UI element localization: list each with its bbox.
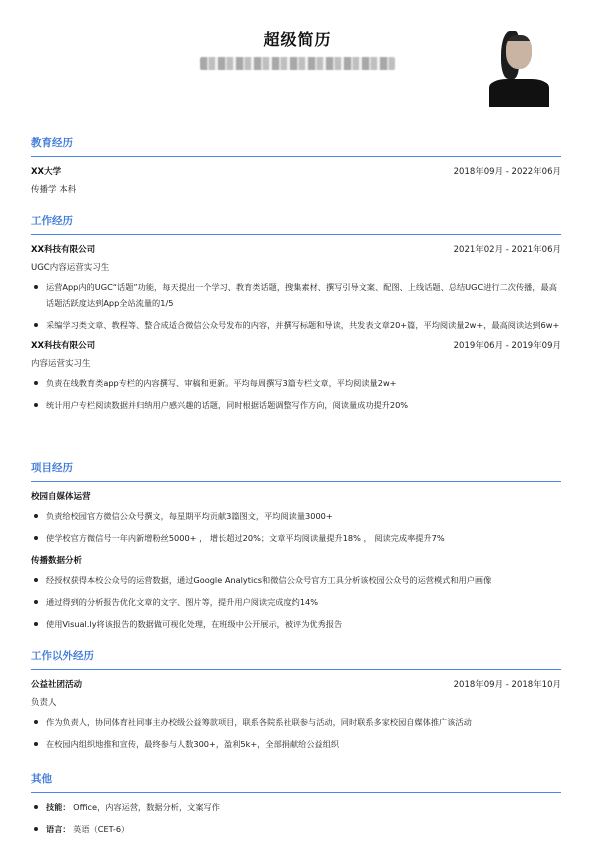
photo-face-shape — [506, 35, 532, 69]
profile-photo — [489, 27, 549, 107]
skills-label: 技能： — [46, 802, 71, 812]
project-bullets — [31, 572, 561, 632]
job-row — [31, 339, 561, 351]
activity-bullets — [31, 714, 561, 752]
language-label: 语言： — [46, 824, 71, 834]
bullet-item: 使用Visual.ly将该报告的数据做可视化处理，在班级中公开展示，被评为优秀报告 — [31, 616, 561, 632]
bullet-item: 运营App内的UGC“话题”功能，每天提出一个学习、教育类话题，搜集素材、撰写引导文案、配图、上线话题、总结UGC进行二次传播，最高话题活跃度达到App全站流量的1/5 — [31, 279, 561, 311]
photo-body-shape — [489, 79, 549, 107]
activity-role: 负责人 — [31, 698, 57, 708]
resume-title: 超级简历 — [263, 30, 332, 49]
work-section — [31, 213, 561, 413]
company-name: XX科技有限公司 — [31, 341, 96, 351]
bullet-item: 使学校官方微信号一年内新增粉丝5000+ ， 增长超过20%；文章平均阅读量提升18% ， 阅读完成率提升7% — [31, 530, 561, 546]
project-title: 校园自媒体运营 — [31, 492, 91, 502]
job-row — [31, 243, 561, 255]
misc-list — [31, 799, 561, 837]
job-role: UGC内容运营实习生 — [31, 263, 110, 273]
education-major: 传播学 本科 — [31, 185, 77, 195]
bullet-item: 统计用户专栏阅读数据并归纳用户感兴趣的话题，同时根据话题调整写作方向，阅读量成功提升20% — [31, 397, 561, 413]
school-name: XX大学 — [31, 167, 62, 177]
projects-heading: 项目经历 — [31, 460, 561, 482]
activity-date: 2018年09月 - 2018年10月 — [453, 680, 561, 690]
education-date: 2018年09月 - 2022年06月 — [453, 167, 561, 177]
job-date: 2019年06月 - 2019年09月 — [453, 341, 561, 351]
project-bullets — [31, 508, 561, 546]
skills-value: Office，内容运营，数据分析，文案写作 — [70, 802, 220, 812]
bullet-item: 通过得到的分析报告优化文章的文字、图片等，提升用户阅读完成度约14% — [31, 594, 561, 610]
education-heading: 教育经历 — [31, 135, 561, 157]
bullet-item: 负责在线教育类app专栏的内容撰写、审稿和更新。平均每周撰写3篇专栏文章，平均阅读量2w+ — [31, 375, 561, 391]
work-heading: 工作经历 — [31, 213, 561, 235]
bullet-item: 负责给校园官方微信公众号撰文，每星期平均贡献3篇图文，平均阅读量3000+ — [31, 508, 561, 524]
projects-section — [31, 460, 561, 632]
job-bullets — [31, 375, 561, 413]
activity-name: 公益社团活动 — [31, 680, 83, 690]
education-section — [31, 135, 561, 195]
language-value: 英语（CET-6） — [70, 824, 130, 834]
bullet-item: 在校园内组织地推和宣传，最终参与人数300+，盈利5k+，全部捐献给公益组织 — [31, 736, 561, 752]
misc-section — [31, 771, 561, 837]
other-experience-heading: 工作以外经历 — [31, 648, 561, 670]
activity-row — [31, 678, 561, 690]
company-name: XX科技有限公司 — [31, 245, 96, 255]
language-item — [31, 821, 561, 837]
education-row — [31, 165, 561, 177]
bullet-item: 采编学习类文章、教程等、整合成适合微信公众号发布的内容，并撰写标题和导读，共发表文章20+篇，平均阅读量2w+，最高阅读达到6w+ — [31, 317, 561, 333]
misc-heading: 其他 — [31, 771, 561, 793]
bullet-item: 经授权获得本校公众号的运营数据，通过Google Analytics和微信公众号官方工具分析该校园公众号的运营模式和用户画像 — [31, 572, 561, 588]
job-bullets — [31, 279, 561, 333]
project-title: 传播数据分析 — [31, 556, 83, 566]
other-experience-section — [31, 648, 561, 752]
skills-item — [31, 799, 561, 815]
contact-info-blurred — [200, 57, 395, 70]
job-date: 2021年02月 - 2021年06月 — [453, 245, 561, 255]
job-role: 内容运营实习生 — [31, 359, 91, 369]
bullet-item: 作为负责人，协同体育社同事主办校级公益筹款项目，联系各院系社联参与活动，同时联系多家校园自媒体推广该活动 — [31, 714, 561, 730]
